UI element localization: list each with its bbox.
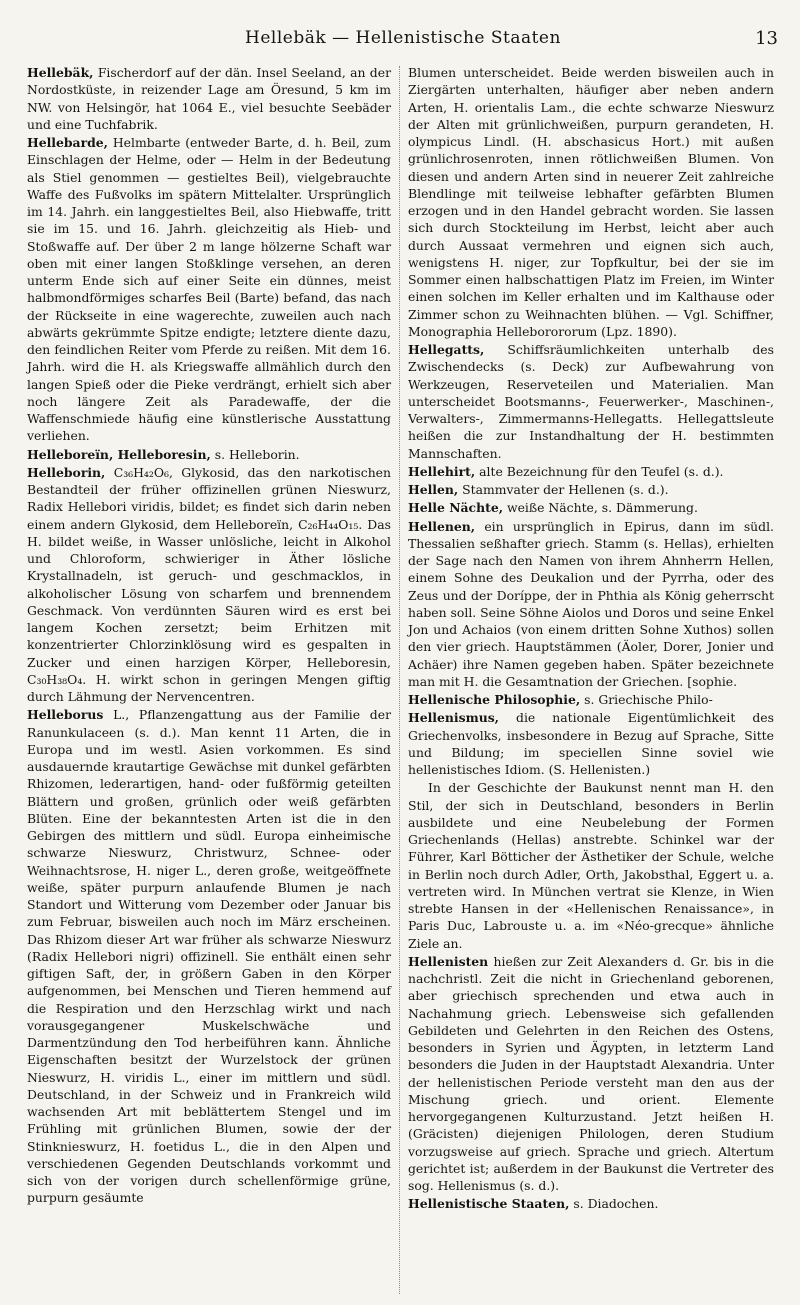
entry-headword: Hellehirt, [408, 463, 476, 479]
column-divider [399, 66, 400, 1294]
dictionary-entry [408, 463, 774, 480]
left-column [27, 64, 391, 1208]
entry-text: L., Pflanzengattung aus der Familie der Ranunkulaceen (s. d.). Man kennt 11 Arten, die in Europa und im westl. Asien vorkommen. Es sind ausdauernde krautartige Gewächse mit dunkel gefärbten Rhizomen, lederartigen, hand- oder fußförmig geteilten Blättern und großen, grünlich oder weiß gefärbten Blüten. Eine der bekanntesten Arten ist die in den Gebirgen des mittlern und südl. Europa einheimische schwarze Nieswurz, Christwurz, Schnee- oder Weihnachtsrose, H. niger L., deren große, weitgeöffnete weiße, später purpurn anlaufende Blumen je nach Standort und Witterung vom Dezember oder Januar bis zum Februar, bisweilen auch noch im März erscheinen. Das Rhizom dieser Art war früher als schwarze Nieswurz (Radix Hellebori nigri) offizinell. Sie enthält einen sehr giftigen Saft, der, in größern Gaben in den Körper aufgenommen, bei Menschen und Tieren hemmend auf die Respiration und den Herzschlag wirkt und nach vorausgegangener Muskelschwäche und Darmentzündung den Tod herbeiführen kann. Ähnliche Eigenschaften besitzt der Wurzelstock der grünen Nieswurz, H. viridis L., einer im mittlern und südl. Deutschland, in der Schweiz und in Frankreich wild wachsenden Art mit beblättertem Stengel und im Frühling mit grünlichen Blumen, sowie der der Stinknieswurz, H. foetidus L., die in den Alpen und verschiedenen Gegenden Deutschlands vorkommt und sich von der vorigen durch schellenförmige grüne, purpurn gesäumte [27, 707, 391, 1206]
dictionary-entry [408, 481, 774, 498]
entry-headword: Hellen, [408, 482, 459, 497]
entry-text: die nationale Eigentümlichkeit des Griechenvolks, insbesondere in Bezug auf Sprache, Sitte und Bildung; im speciellen Sinne soviel wie hellenistisches Idiom. (S. Hellenisten.) [408, 710, 774, 777]
entry-headword: Hellenisten [408, 953, 489, 969]
entry-text: Helmbarte (entweder Barte, d. h. Beil, zum Einschlagen der Helme, oder — Helm in der Bedeutung als Stiel genommen — gestieltes Beil), vielgebrauchte Waffe des Fußvolks im spätern Mittelalter. Ursprünglich im 14. Jahrh. ein langgestieltes Beil, also Hiebwaffe, tritt sie im 15. und 16. Jahrh. gleichzeitig als Hieb- und Stoßwaffe auf. Der über 2 m lange hölzerne Schaft war oben mit einer langen Stoßklinge versehen, an deren unterm Ende sich auf einer Seite ein dünnes, meist halbmondförmiges scharfes Beil (Barte) befand, das nach der Rückseite in eine wagerechte, zuweilen auch nach abwärts gekrümmte Spitze endigte; letztere diente dazu, den feindlichen Reiter vom Pferde zu reißen. Mit dem 16. Jahrh. wird die H. als Kriegswaffe allmählich durch den langen Spieß oder die Pieke verdrängt, erhielt sich aber noch längere Zeit als Paradewaffe, der die Waffenschmiede häufig eine künstlerische Ausstattung verliehen. [27, 135, 391, 444]
dictionary-entry [27, 64, 391, 133]
dictionary-entry [408, 499, 774, 516]
dictionary-entry [408, 1195, 774, 1212]
entry-text: Stammvater der Hellenen (s. d.). [458, 482, 669, 497]
entry-text: weiße Nächte, s. Dämmerung. [503, 500, 698, 516]
entry-text: In der Geschichte der Baukunst nennt man H. den Stil, der sich in Deutschland, besonders in Berlin ausbildete und eine Neubelebung der Formen Griechenlands (Hellas) anstrebte. Schinkel war der Führer, Karl Bötticher der Ästhetiker der Schule, welche in Berlin noch durch Adler, Orth, Jakobsthal, Eggert u. a. vertreten wird. In München vertrat sie Klenze, in Wien strebte Hansen in der «Hellenischen Renaissance», in Paris Duc, Labrouste u. a. im «Néo-grecque» ähnliche Ziele an. [408, 780, 774, 951]
right-column [408, 64, 774, 1214]
dictionary-entry [27, 706, 391, 1206]
entry-headword: Hellenistische Staaten, [408, 1196, 570, 1212]
entry-headword: Hellebarde, [27, 135, 108, 150]
dictionary-entry [408, 64, 774, 340]
entry-text: Fischerdorf auf der dän. Insel Seeland, an der Nordostküste, in reizender Lage am Öresund, 5 km im NW. von Helsingör, hat 1064 E., viel besuchte Seebäder und eine Tuchfabrik. [27, 65, 391, 132]
entry-text: ein ursprünglich in Epirus, dann im südl. Thessalien seßhafter griech. Stamm (s. Hellas), erhielten der Sage nach den Namen von ihrem Ahnherrn Hellen, einem Sohne des Deukalion und der Pyrrha, oder des Zeus und der Doríppe, der in Phthia als König geherrscht haben soll. Seine Söhne Aiolos und Doros und seine Enkel Jon und Achaios (von einem dritten Sohne Xuthos) sollen den vier griech. Hauptstämmen (Äoler, Dorer, Jonier und Achäer) ihre Namen gegeben haben. Später bezeichnete man mit H. die Gesamtnation der Griechen. [sophie. [408, 518, 774, 689]
entry-text: alte Bezeichnung für den Teufel (s. d.). [475, 463, 724, 479]
entry-headword: Helle Nächte, [408, 500, 504, 516]
dictionary-entry [27, 134, 391, 445]
entry-headword: Hellegatts, [408, 342, 485, 357]
dictionary-entry [27, 446, 391, 463]
entry-text: Schiffsräumlichkeiten unterhalb des Zwischendecks (s. Deck) zur Aufbewahrung von Werkzeugen, Reserveteilen und Materialien. Man unterscheidet Bootsmanns-, Feuerwerker-, Maschinen-, Verwalters-, Zimmermanns-Hellegatts. Hellegattsleute heißen die zur Instandhaltung der H. bestimmten Mannschaften. [408, 342, 774, 461]
running-title: Hellebäk — Hellenistische Staaten [245, 28, 561, 48]
dictionary-entry [408, 341, 774, 462]
entry-text: s. Helleborin. [210, 446, 300, 462]
running-header [28, 28, 778, 56]
dictionary-entry [408, 691, 774, 708]
dictionary-entry [408, 518, 774, 691]
entry-headword: Helleboreïn, Helleboresin, [27, 446, 211, 462]
dictionary-entry [408, 779, 774, 952]
entry-headword: Helleborus [27, 707, 104, 723]
entry-text: s. Griechische Philo- [580, 692, 713, 707]
dictionary-entry [27, 464, 391, 706]
page-number: 13 [755, 28, 778, 49]
entry-headword: Hellenismus, [408, 710, 499, 726]
entry-text: hießen zur Zeit Alexanders d. Gr. bis in die nachchristl. Zeit die nicht in Griechenland geborenen, aber griechisch sprechenden und etwa auch in Nachahmung griech. Lebensweise sich gefallenden Gebildeten und Gelehrten in den Reichen des Ostens, besonders in Syrien und Ägypten, in letzterm Land besonders die Juden in der Hauptstadt Alexandria. Unter der hellenistischen Periode versteht man den aus der Mischung griech. und orient. Elemente hervorgegangenen Kulturzustand. Jetzt heißen H. (Gräcisten) diejenigen Philologen, deren Studium vorzugsweise auf griech. Sprache und griech. Altertum gerichtet ist; außerdem in der Baukunst die Vertreter des sog. Hellenismus (s. d.). [408, 953, 774, 1193]
entry-headword: Hellenen, [408, 518, 476, 534]
dictionary-entry [408, 709, 774, 778]
dictionary-entry [408, 953, 774, 1195]
entry-text: C₃₆H₄₂O₆, Glykosid, das den narkotischen Bestandteil der früher offizinellen grünen Nieswurz, Radix Hellebori viridis, bildet; es findet sich darin neben einem andern Glykosid, dem Helleboreïn, C₂₆H₄₄O₁₅. Das H. bildet weiße, in Wasser unlösliche, leicht in Alkohol und Chloroform, schwieriger in Äther lösliche Krystallnadeln, ist geruch- und geschmacklos, in alkoholischer Lösung von scharfem und brennendem Geschmack. Von verdünnten Säuren wird es erst bei langem Kochen zersetzt; beim Erhitzen mit konzentrierter Chlorzinklösung wird es gespalten in Zucker und einen harzigen Körper, Helleboresin, C₃₀H₃₈O₄. H. wirkt schon in geringen Mengen giftig durch Lähmung der Nervencentren. [27, 464, 391, 704]
entry-headword: Hellenische Philosophie, [408, 692, 581, 707]
entry-headword: Hellebäk, [27, 65, 94, 80]
entry-text: Blumen unterscheidet. Beide werden bisweilen auch in Ziergärten unterhalten, häufiger aber neben andern Arten, H. orientalis Lam., die echte schwarze Nieswurz der Alten mit grünlichweißen, purpurn gerandeten, H. olympicus Lindl. (H. abschasicus Hort.) mit außen grünlichrosenroten, innen rötlichweißen Blumen. Von diesen und andern Arten sind in neuerer Zeit zahlreiche Blendlinge mit teilweise lebhafter gefärbten Blumen erzogen und in den Handel gebracht worden. Sie lassen sich durch Stockteilung im Herbst, leicht aber auch durch Aussaat vermehren und eignen sich auch, wenigstens H. niger, zur Topfkultur, bei der sie im Sommer einen halbschattigen Platz im Freien, im Winter einen solchen im Keller erhalten und im Kalthause oder Zimmer schon zu Weihnachten blühen. — Vgl. Schiffner, Monographia Helleborororum (Lpz. 1890). [408, 65, 774, 339]
entry-headword: Helleborin, [27, 464, 106, 480]
entry-text: s. Diadochen. [569, 1196, 659, 1212]
